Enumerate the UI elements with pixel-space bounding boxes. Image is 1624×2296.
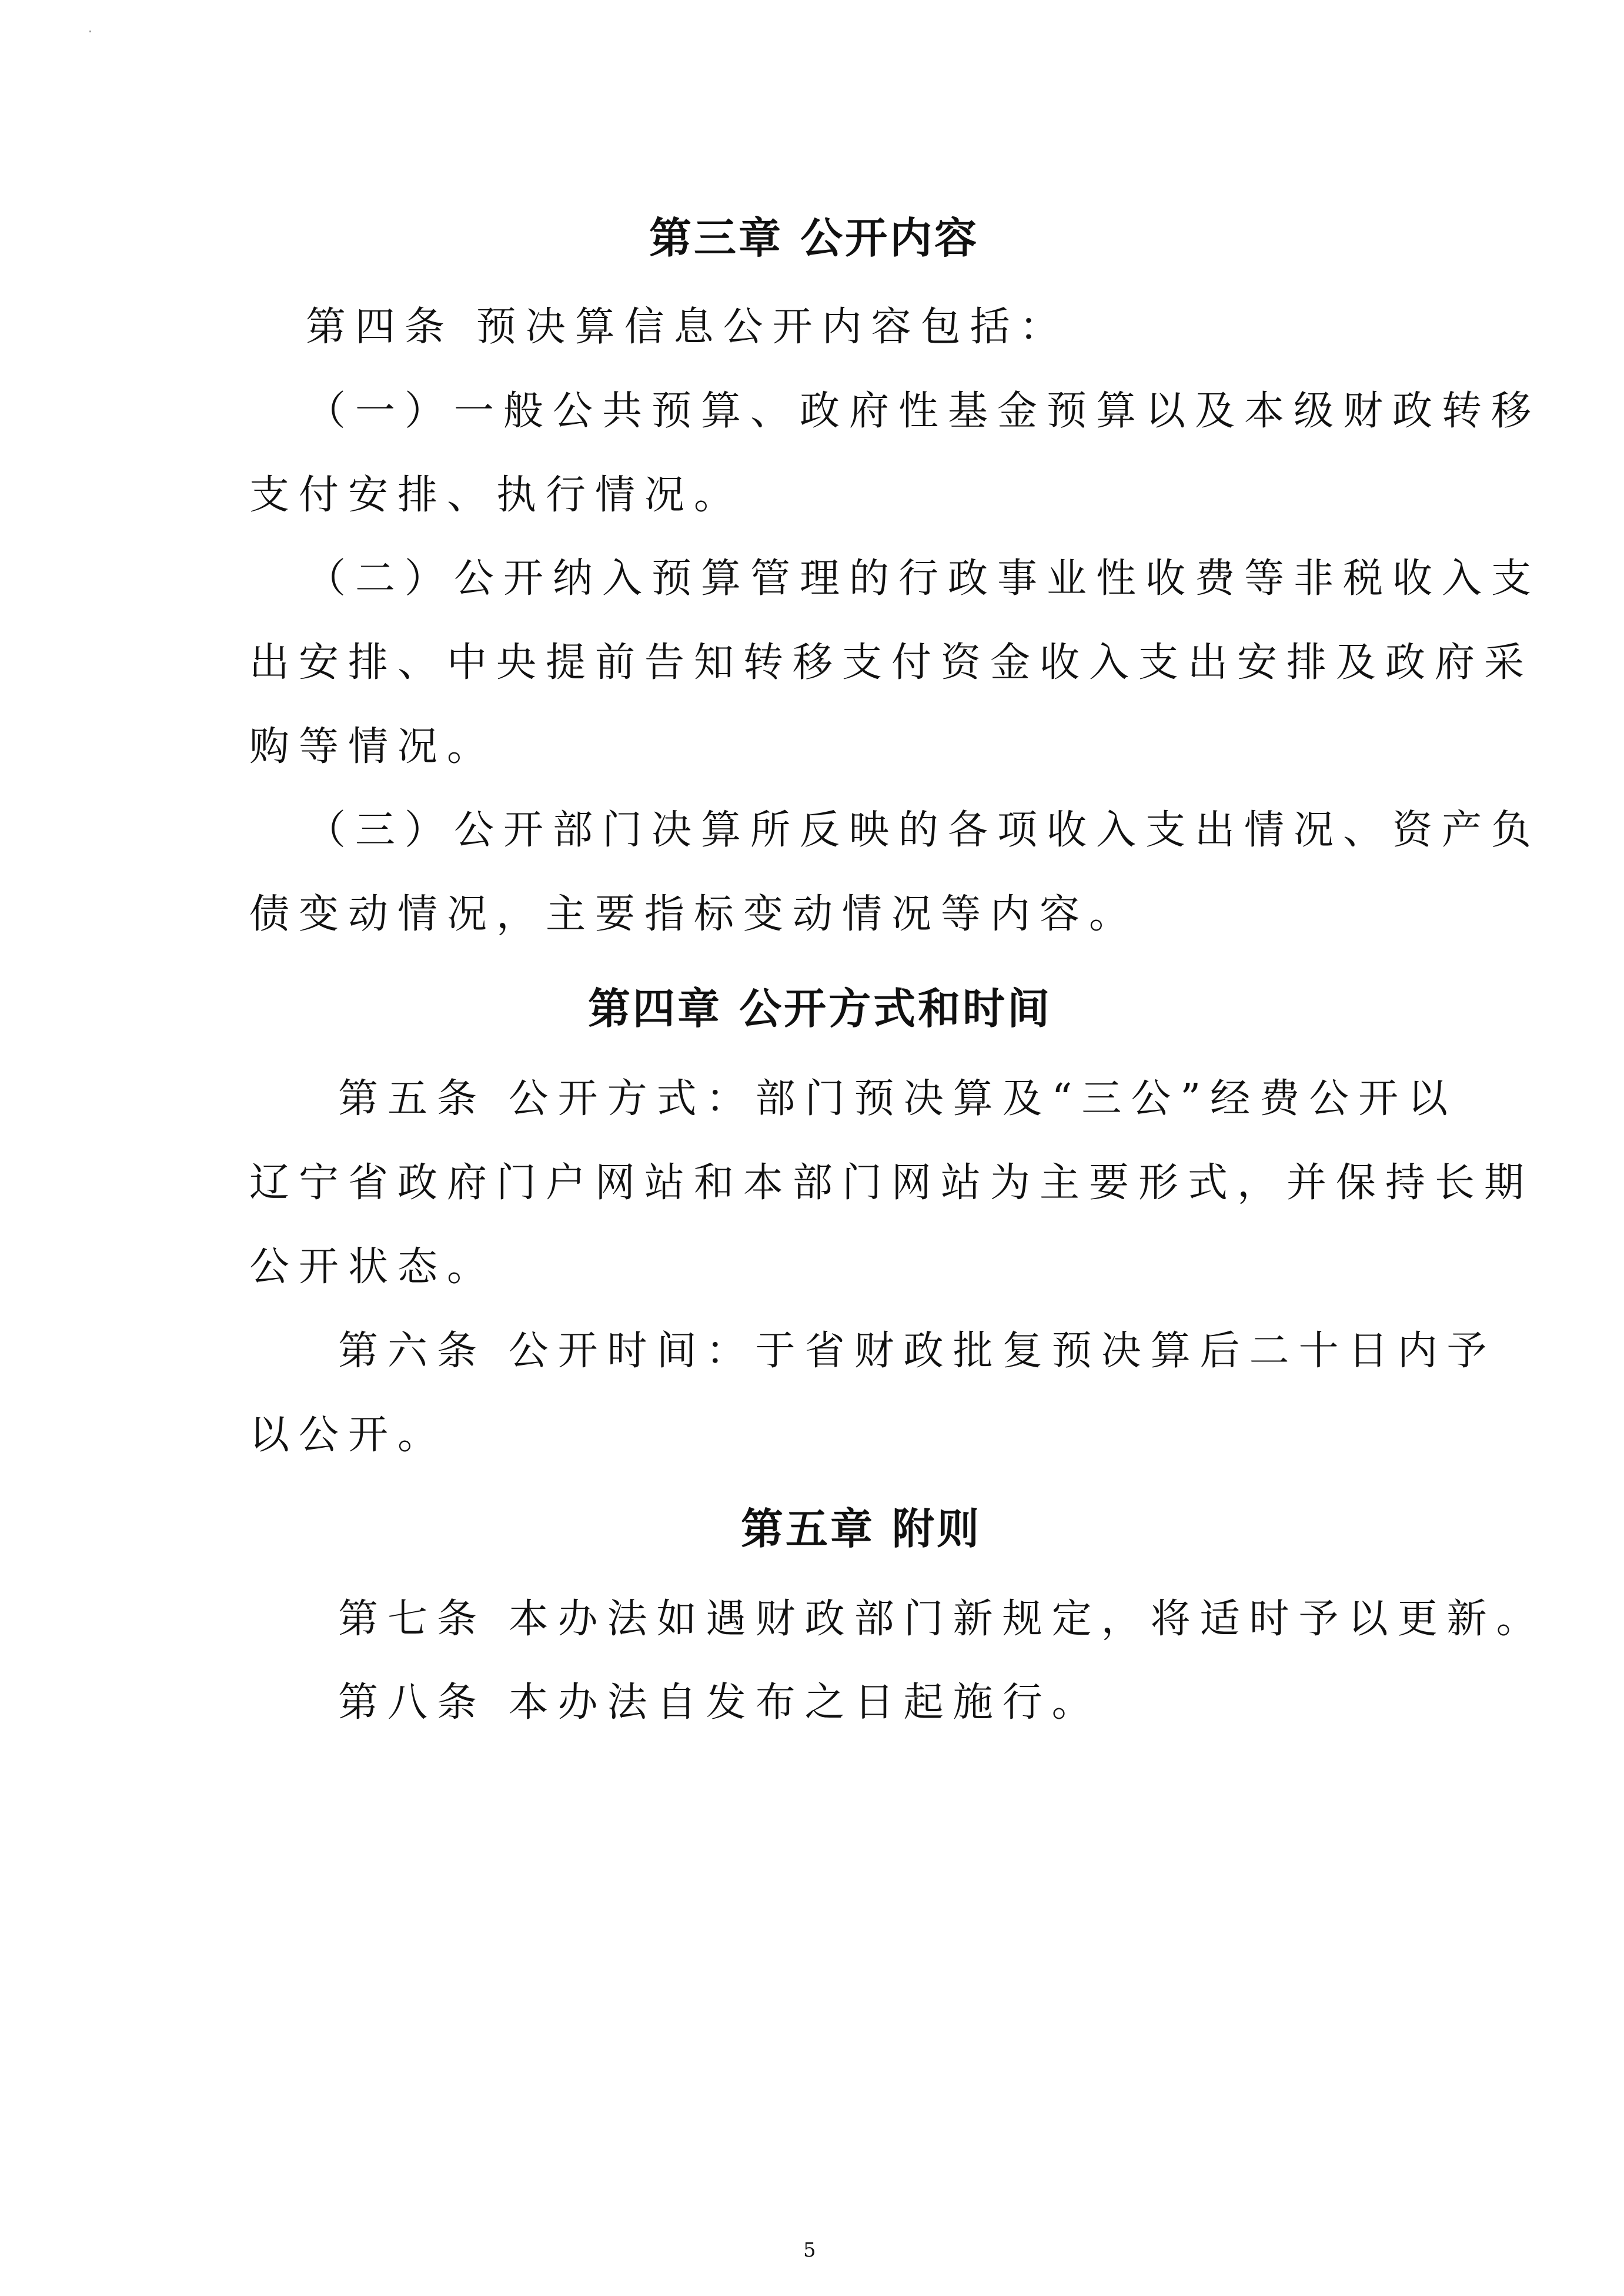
article-5-line-3: 公开状态。 xyxy=(249,1244,497,1290)
page-number: 5 xyxy=(803,2238,816,2262)
article-4-item-2-line-1: （二）公开纳入预算管理的行政事业性收费等非税收入支 xyxy=(306,555,1541,602)
article-6-line-2: 以公开。 xyxy=(249,1412,447,1458)
article-4-item-3-line-1: （三）公开部门决算所反映的各项收入支出情况、资产负 xyxy=(306,807,1541,854)
chapter-5-heading: 第五章 附则 xyxy=(741,1504,982,1554)
article-4-item-2-line-2: 出安排、中央提前告知转移支付资金收入支出安排及政府采 xyxy=(249,640,1534,686)
article-6-line-1: 第六条 公开时间：于省财政批复预决算后二十日内予 xyxy=(338,1328,1496,1374)
article-5-line-1: 第五条 公开方式：部门预决算及“三公”经费公开以 xyxy=(338,1076,1458,1122)
article-4-item-2-line-3: 购等情况。 xyxy=(249,724,497,770)
article-4-item-3-line-2: 债变动情况，主要指标变动情况等内容。 xyxy=(249,891,1139,938)
article-4: 第四条 预决算信息公开内容包括： xyxy=(306,304,1069,350)
article-8: 第八条 本办法自发布之日起施行。 xyxy=(338,1679,1101,1726)
article-4-item-1-line-1: （一）一般公共预算、政府性基金预算以及本级财政转移 xyxy=(306,388,1541,434)
article-5-line-2: 辽宁省政府门户网站和本部门网站为主要形式，并保持长期 xyxy=(249,1160,1534,1206)
article-7: 第七条 本办法如遇财政部门新规定，将适时予以更新。 xyxy=(338,1596,1546,1642)
chapter-3-heading: 第三章 公开内容 xyxy=(649,213,980,263)
chapter-4-heading: 第四章 公开方式和时间 xyxy=(588,984,1052,1033)
scan-mark xyxy=(89,31,91,32)
article-4-item-1-line-2: 支付安排、执行情况。 xyxy=(249,472,744,518)
